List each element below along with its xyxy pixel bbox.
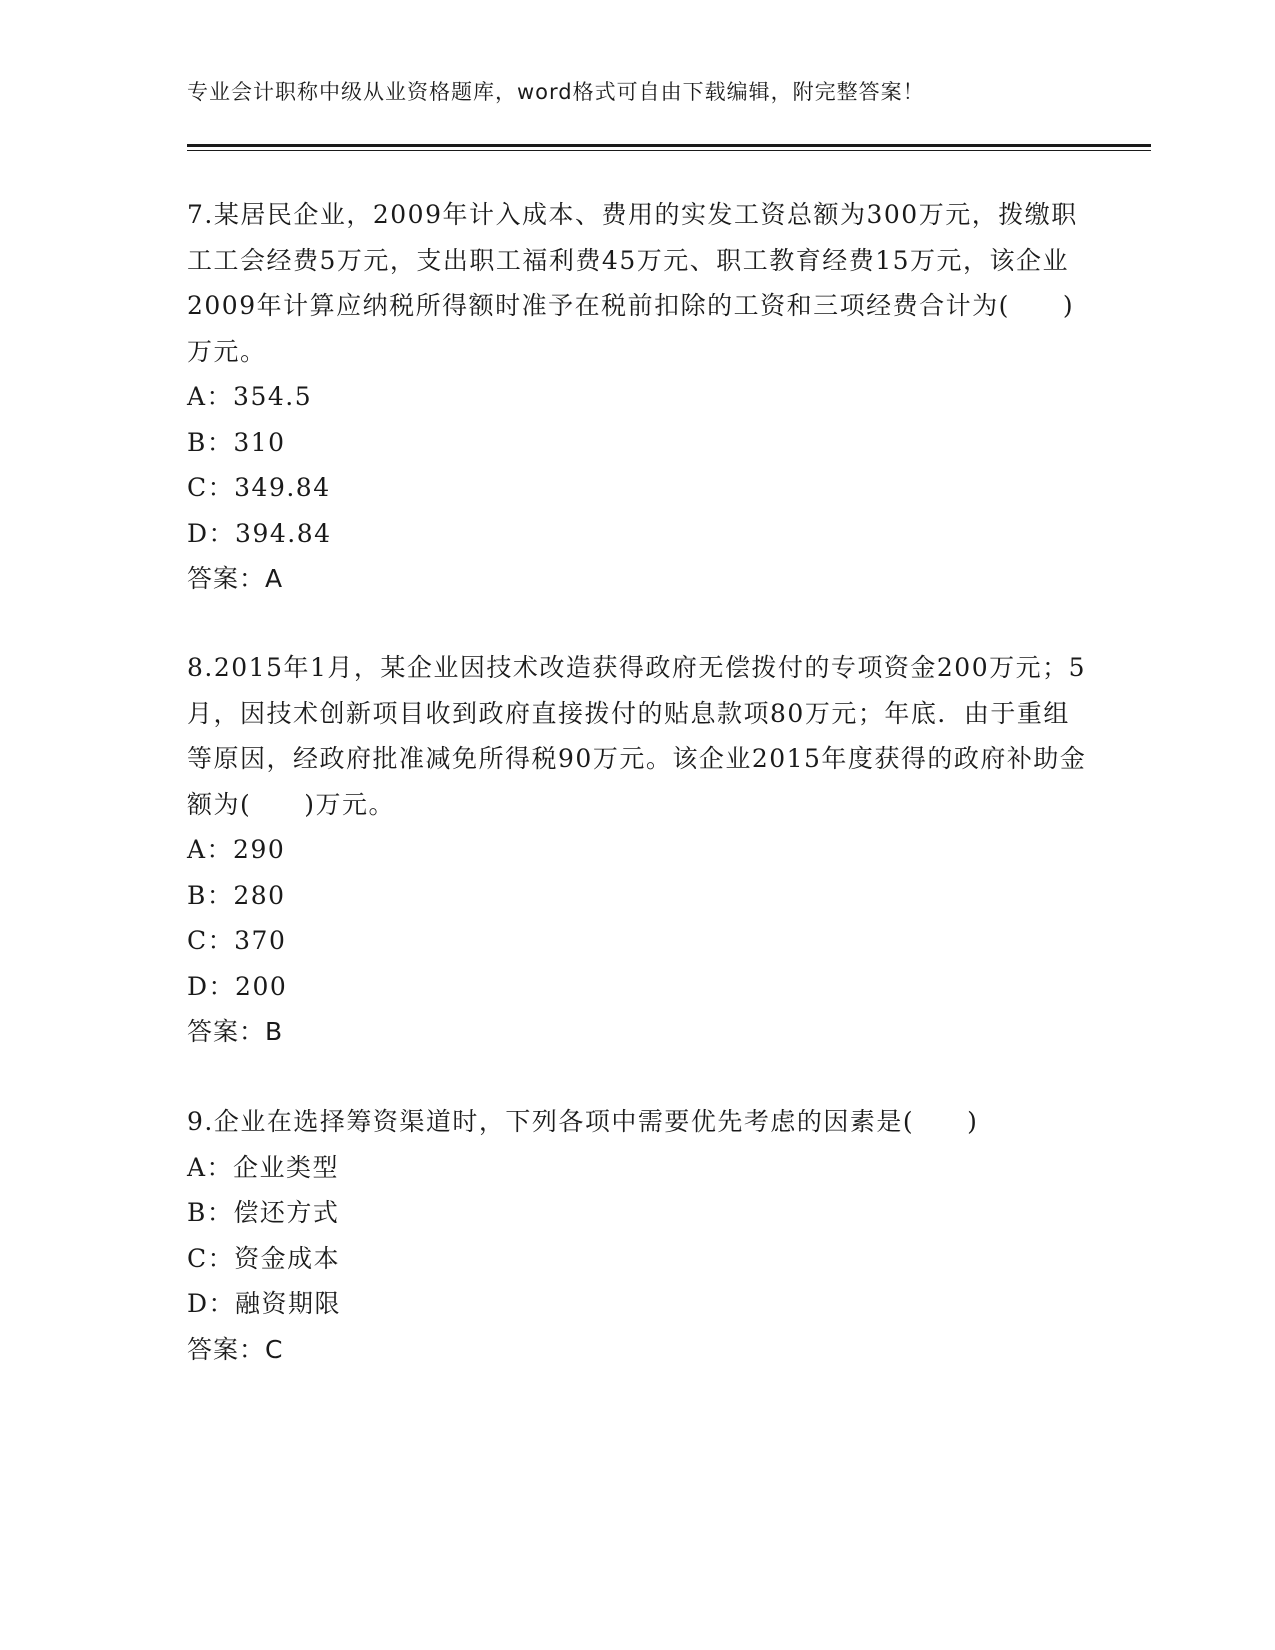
option-d: D：融资期限 <box>187 1289 342 1318</box>
option-a: A：企业类型 <box>187 1152 340 1182</box>
question-text: 7.某居民企业，2009年计入成本、费用的实发工资总额为300万元，拨缴职工工会经费5万元，支出职工福利费45万元、职工教育经费15万元，该企业2009年计算应纳税所得额时准予在税前扣除的工资和三项经费合计为( )万元。 <box>187 200 1078 366</box>
answer: 答案：B <box>187 1017 284 1046</box>
answer: 答案：C <box>187 1334 284 1364</box>
option-d: D：200 <box>187 971 288 1001</box>
page-header-text: 专业会计职称中级从业资格题库，word格式可自由下载编辑，附完整答案！ <box>187 80 925 104</box>
option-b: B：310 <box>187 427 286 457</box>
option-d: D：394.84 <box>187 518 332 548</box>
option-c: C：349.84 <box>187 473 331 502</box>
option-a: A：354.5 <box>187 382 313 411</box>
question-text: 8.2015年1月，某企业因技术改造获得政府无偿拨付的专项资金200万元；5月，因技术创新项目收到政府直接拨付的贴息款项80万元；年底．由于重组等原因，经政府批准减免所得税90万元。该企业2015年度获得的政府补助金额为( )万元。 <box>187 653 1087 819</box>
question-8 <box>187 645 1087 1055</box>
question-7 <box>187 192 1087 602</box>
option-b: B：280 <box>187 880 286 910</box>
header-rule-thick <box>187 144 1151 147</box>
question-text: 9.企业在选择筹资渠道时，下列各项中需要优先考虑的因素是( ) <box>187 1107 979 1136</box>
option-c: C：370 <box>187 926 287 955</box>
header-rule-thin <box>187 150 1151 151</box>
option-c: C：资金成本 <box>187 1243 341 1273</box>
option-a: A：290 <box>187 835 286 864</box>
answer: 答案：A <box>187 564 284 593</box>
option-b: B：偿还方式 <box>187 1198 340 1227</box>
question-9 <box>187 1099 1087 1372</box>
